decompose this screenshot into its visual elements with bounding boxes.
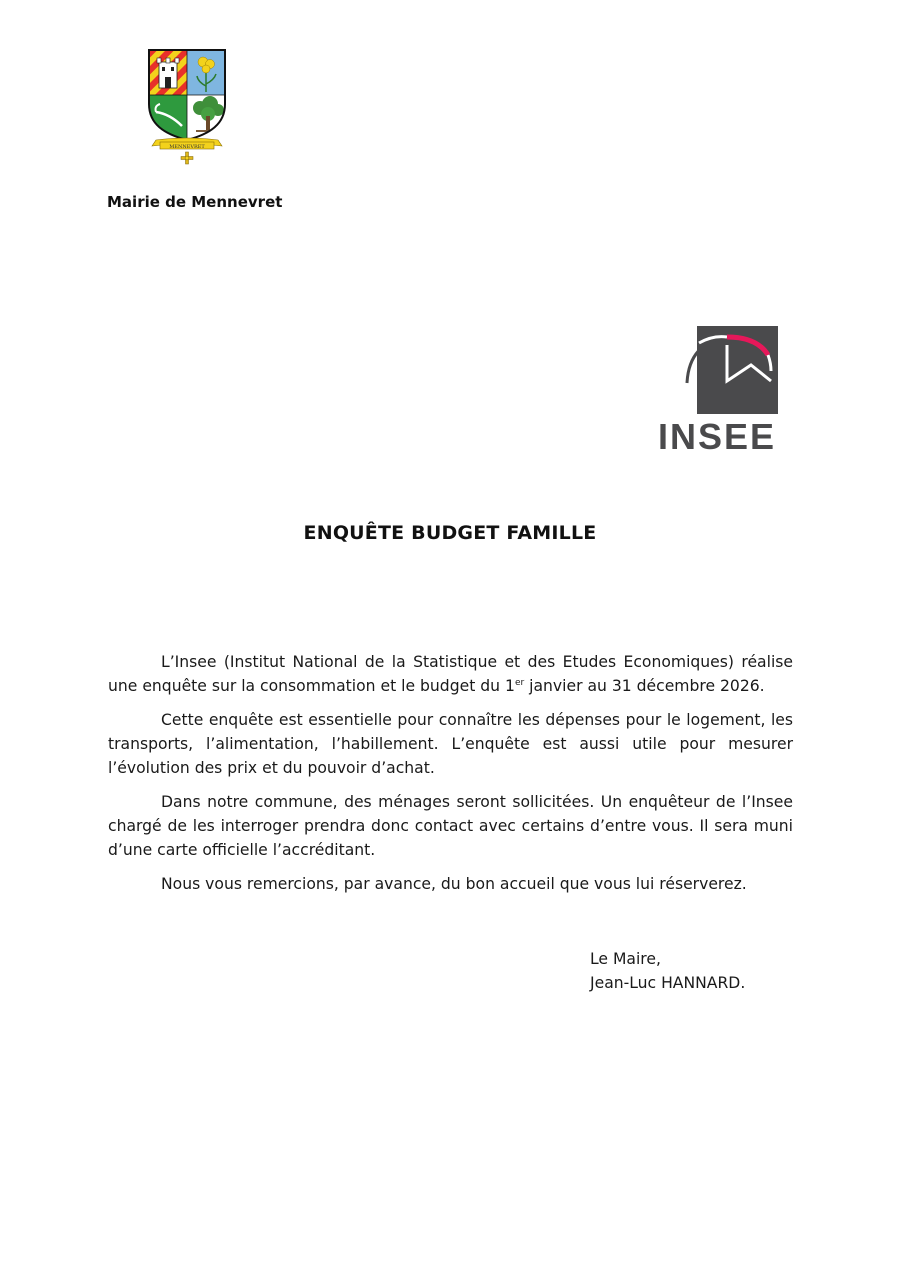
insee-logo-text: INSEE — [657, 416, 777, 455]
paragraph: Nous vous remercions, par avance, du bon accueil que vous lui réserverez. — [161, 875, 747, 893]
paragraph: Dans notre commune, des ménages seront sollicitées. Un enquêteur de l’Insee chargé de les interroger prendra donc contact avec certains d’entre vous. Il sera muni d’une carte officielle l’accréditant. — [108, 793, 793, 859]
insee-logo — [653, 323, 781, 455]
signature-name: Jean-Luc HANNARD. — [590, 974, 746, 992]
letter-body — [108, 650, 793, 906]
signature-block — [590, 947, 745, 995]
paragraph: Cette enquête est essentielle pour connaître les dépenses pour le logement, les transports, l’alimentation, l’habillement. L’enquête est aussi utile pour mesurer l’évolution des prix et du pouvoir d’achat. — [108, 711, 793, 777]
coat-of-arms-icon — [140, 42, 234, 168]
paragraph: L’Insee (Institut National de la Statistique et des Etudes Economiques) réalise une enquête sur la consommation et le budget du 1er janvier au 31 décembre 2026. — [108, 653, 793, 695]
organization-name: Mairie de Mennevret — [107, 193, 283, 211]
signature-role: Le Maire, — [590, 950, 661, 968]
document-title: ENQUÊTE BUDGET FAMILLE — [303, 522, 597, 544]
crest-banner-text: MENNEVRET — [169, 144, 205, 150]
